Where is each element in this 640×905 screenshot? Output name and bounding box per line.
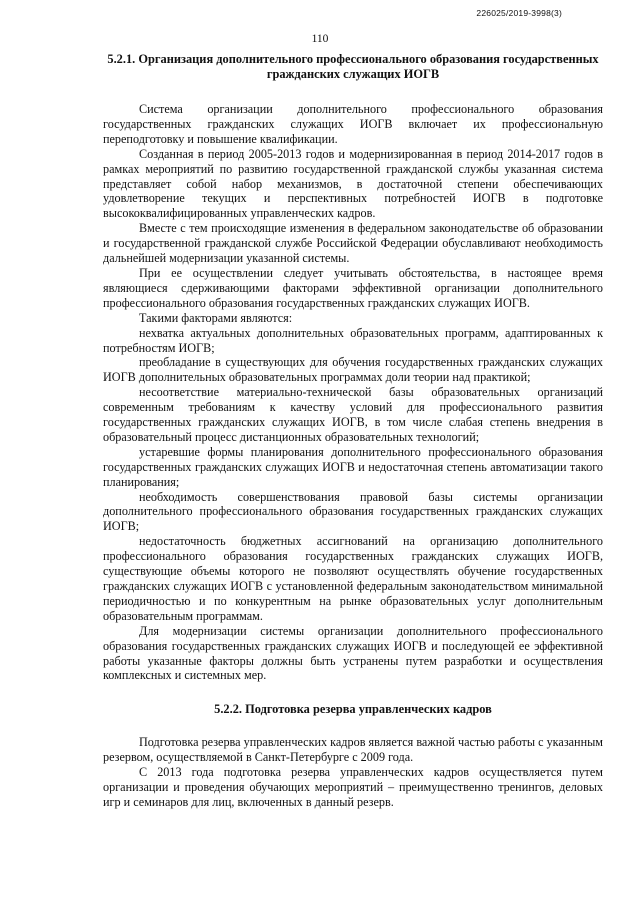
page-content	[103, 52, 603, 810]
paragraph: Созданная в период 2005-2013 годов и модернизированная в период 2014-2017 годов в рамках мероприятий по развитию государственной гражданской службы указанная система представляет собой набор механизмов, в достаточной степени обеспечивающих удовлетворение текущих и перспективных потребностей ИОГВ в подготовке высококвалифицированных управленческих кадров.	[103, 146, 603, 221]
page-number: 110	[311, 33, 329, 45]
paragraph: Такими факторами являются:	[139, 310, 293, 325]
list-item: устаревшие формы планирования дополнительного профессионального образования государственных гражданских служащих ИОГВ и недостаточная степень автоматизации такого планирования;	[103, 444, 603, 489]
paragraph: С 2013 года подготовка резерва управленческих кадров осуществляется путем организации и проведения обучающих мероприятий – преимущественно тренингов, деловых игр и семинаров для лиц, включенных в данный резерв.	[103, 765, 603, 809]
list-item: необходимость совершенствования правовой базы системы организации дополнительного профессионального образования государственных гражданских служащих ИОГВ;	[103, 489, 603, 534]
list-item: нехватка актуальных дополнительных образовательных программ, адаптированных к потребностям ИОГВ;	[103, 325, 603, 355]
paragraph: При ее осуществлении следует учитывать обстоятельства, в настоящее время являющиеся сдерживающими факторами эффективной организации дополнительного профессионального образования государственных гражданских служащих ИОГВ.	[103, 265, 603, 310]
section-title: 5.2.1. Организация дополнительного профессионального образования государственных гражданских служащих ИОГВ	[107, 52, 599, 81]
paragraph: Система организации дополнительного профессионального образования государственных гражданских служащих ИОГВ включает их профессиональную переподготовку и повышение квалификации.	[103, 102, 603, 146]
list-item: недостаточность бюджетных ассигнований на организацию дополнительного профессионального образования государственных гражданских служащих ИОГВ, существующие объемы которого не позволяют осуществлять обучение государственных гражданских служащих ИОГВ с установленной федеральным законодательством минимальной периодичностью и по конкурентным на рынке образовательных услуг дополнительным образовательным программам.	[103, 534, 603, 623]
list-item: преобладание в существующих для обучения государственных гражданских служащих ИОГВ дополнительных образовательных программах доли теории над практикой;	[103, 355, 603, 385]
list-item: несоответствие материально-технической базы образовательных организаций современным требованиям к качеству условий для профессионального развития государственных гражданских служащих ИОГВ, в том числе слабая степень внедрения в образовательный процесс дистанционных образовательных технологий;	[103, 385, 603, 444]
paragraph: Для модернизации системы организации дополнительного профессионального образования государственных гражданских служащих ИОГВ и последующей ее эффективной работы указанные факторы должны быть устранены путем разработки и осуществления комплексных и системных мер.	[103, 623, 603, 683]
paragraph: Вместе с тем происходящие изменения в федеральном законодательстве об образовании и государственной гражданской службе Российской Федерации обуславливают необходимость дальнейшей модернизации указанной системы.	[103, 221, 603, 266]
document-number: 226025/2019-3998(3)	[476, 8, 562, 18]
section-title: 5.2.2. Подготовка резерва управленческих кадров	[214, 702, 492, 717]
paragraph: Подготовка резерва управленческих кадров является важной частью работы с указанным резервом, осуществляемой в Санкт-Петербурге с 2009 года.	[103, 735, 603, 765]
